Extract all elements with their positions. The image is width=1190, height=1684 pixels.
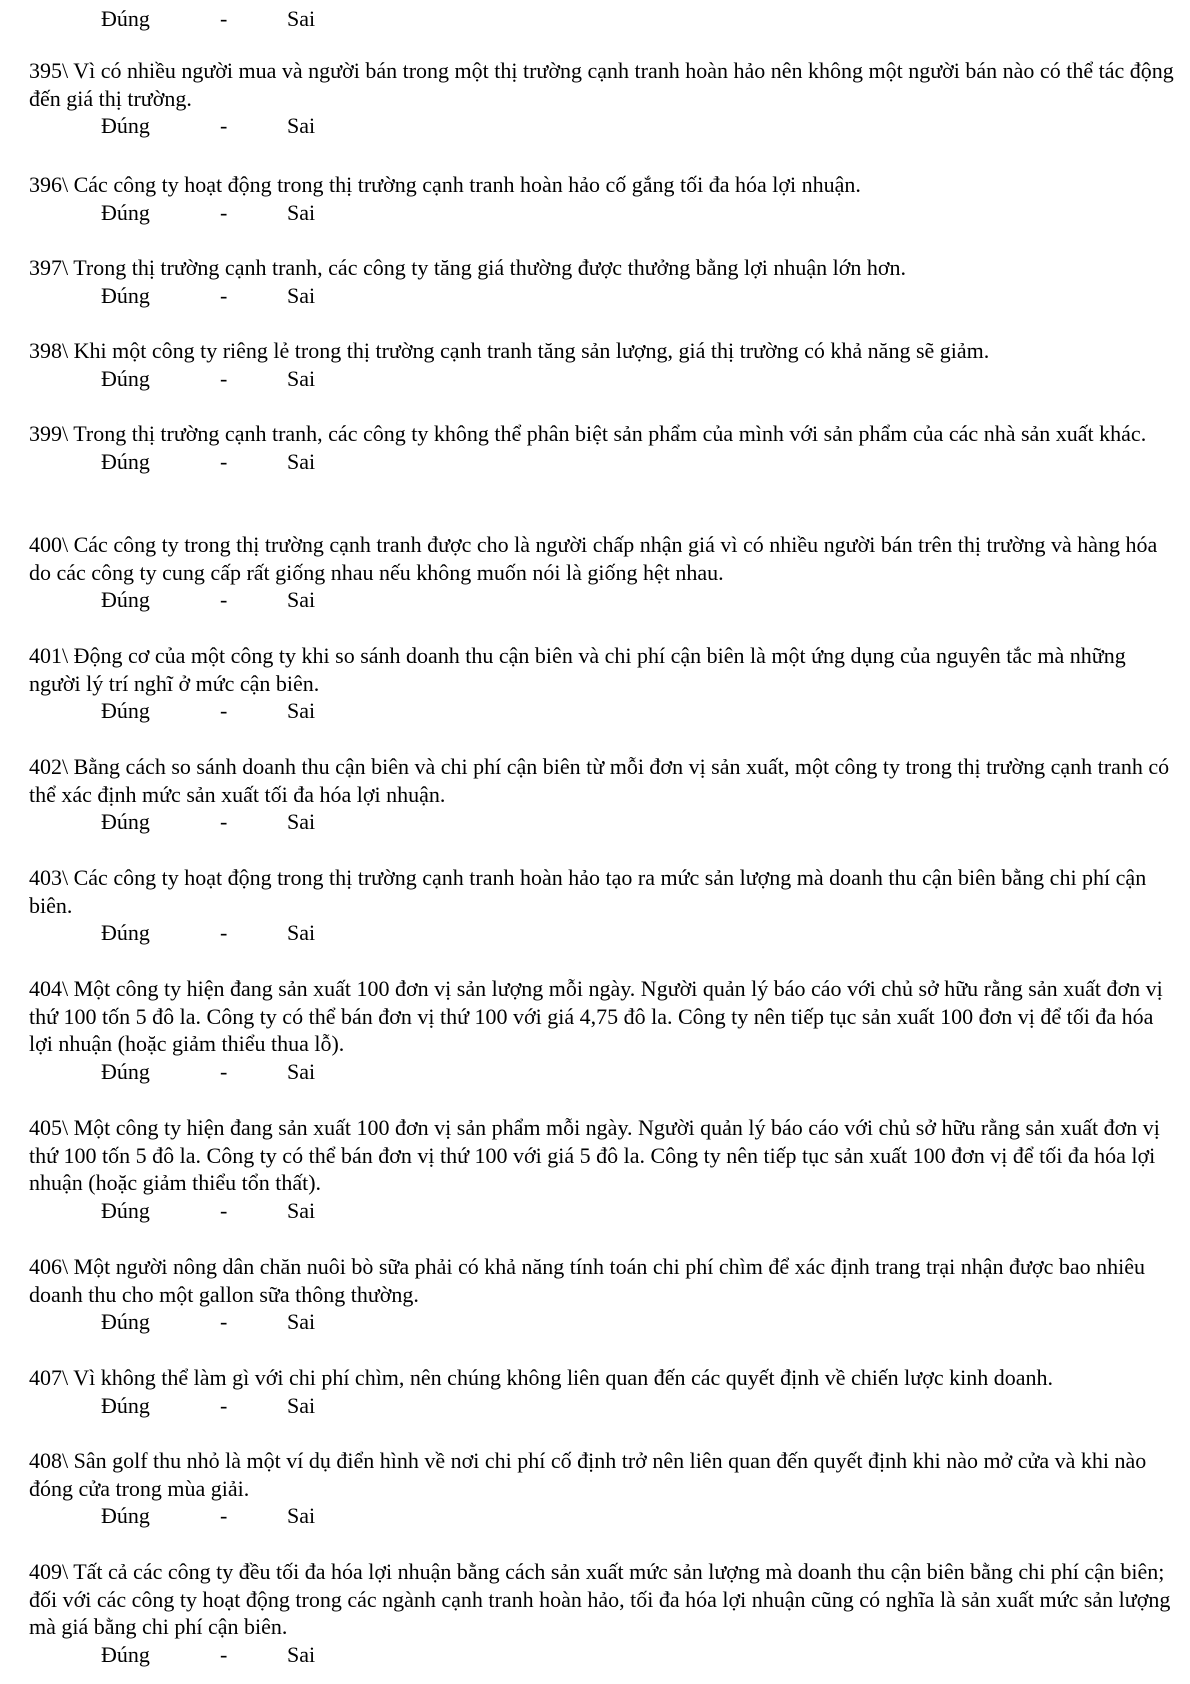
answer-row (29, 586, 1179, 614)
answer-separator: - (220, 448, 228, 474)
answer-false: Sai (287, 199, 316, 225)
question-block (29, 1114, 1179, 1224)
answer-true: Đúng (101, 113, 150, 138)
question-text: 407\ Vì không thể làm gì với chi phí chìm, nên chúng không liên quan đến các quyết định về chiến lược kinh doanh. (29, 1365, 1053, 1390)
answer-true: Đúng (101, 199, 150, 225)
answer-false: Sai (287, 113, 316, 138)
question-text: 397\ Trong thị trường cạnh tranh, các công ty tăng giá thường được thưởng bằng lợi nhuận lớn hơn. (29, 255, 907, 280)
answer-false: Sai (287, 1641, 316, 1667)
answer-row (29, 1502, 1179, 1530)
question-block (29, 864, 1179, 947)
answer-false: Sai (287, 448, 316, 474)
question-block (29, 57, 1179, 140)
question-block (29, 1447, 1179, 1530)
answer-separator: - (220, 1058, 228, 1084)
answer-row (29, 808, 1179, 836)
answer-row (29, 282, 1179, 310)
answer-separator: - (220, 809, 228, 834)
answer-separator: - (220, 365, 228, 391)
answer-separator: - (220, 1197, 228, 1223)
question-text: 405\ Một công ty hiện đang sản xuất 100 đơn vị sản phẩm mỗi ngày. Người quản lý báo cáo với chủ sở hữu rằng sản xuất đơn vị thứ 100 tốn 5 đô la. Công ty có thể bán đơn vị thứ 100 với giá 5 đô la. Công ty nên tiếp tục sản xuất 100 đơn vị để tối đa hóa lợi nhuận (hoặc giảm thiểu tổn thất). (29, 1115, 1160, 1195)
answer-separator: - (220, 199, 228, 225)
answer-row (29, 697, 1179, 725)
answer-row (29, 199, 1179, 227)
question-text: 399\ Trong thị trường cạnh tranh, các công ty không thể phân biệt sản phẩm của mình với sản phẩm của các nhà sản xuất khác. (29, 421, 1147, 446)
answer-false: Sai (287, 1392, 316, 1418)
answer-false: Sai (287, 809, 316, 834)
question-text: 403\ Các công ty hoạt động trong thị trường cạnh tranh hoàn hảo tạo ra mức sản lượng mà doanh thu cận biên bằng chi phí cận biên. (29, 865, 1147, 918)
answer-true: Đúng (101, 809, 150, 834)
answer-separator: - (220, 6, 228, 31)
answer-separator: - (220, 1309, 228, 1334)
answer-row (29, 1392, 1179, 1420)
answer-separator: - (220, 1392, 228, 1418)
answer-row (29, 919, 1179, 947)
answer-separator: - (220, 920, 228, 945)
answer-true: Đúng (101, 1641, 150, 1667)
answer-separator: - (220, 113, 228, 138)
answer-true: Đúng (101, 1197, 150, 1223)
answer-row (29, 5, 1179, 33)
question-text: 401\ Động cơ của một công ty khi so sánh doanh thu cận biên và chi phí cận biên là một ứng dụng của nguyên tắc mà những người lý trí nghĩ ở mức cận biên. (29, 643, 1126, 696)
answer-false: Sai (287, 1309, 316, 1334)
answer-false: Sai (287, 282, 316, 308)
question-block (29, 642, 1179, 725)
answer-row (29, 448, 1179, 476)
answer-separator: - (220, 1641, 228, 1667)
answer-true: Đúng (101, 448, 150, 474)
question-block (29, 1253, 1179, 1336)
answer-separator: - (220, 282, 228, 308)
answer-false: Sai (287, 365, 316, 391)
answer-false: Sai (287, 587, 316, 612)
answer-false: Sai (287, 1197, 316, 1223)
question-block (29, 1558, 1179, 1668)
answer-false: Sai (287, 698, 316, 723)
answer-separator: - (220, 698, 228, 723)
question-text: 408\ Sân golf thu nhỏ là một ví dụ điển hình về nơi chi phí cố định trở nên liên quan đến quyết định khi nào mở cửa và khi nào đóng cửa trong mùa giải. (29, 1448, 1147, 1501)
answer-true: Đúng (101, 282, 150, 308)
question-text: 395\ Vì có nhiều người mua và người bán trong một thị trường cạnh tranh hoàn hảo nên không một người bán nào có thể tác động đến giá thị trường. (29, 58, 1174, 111)
question-block (29, 975, 1179, 1085)
answer-separator: - (220, 587, 228, 612)
answer-false: Sai (287, 1503, 316, 1528)
answer-false: Sai (287, 920, 316, 945)
answer-true: Đúng (101, 365, 150, 391)
answer-false: Sai (287, 1058, 316, 1084)
question-block (29, 1364, 1179, 1419)
question-text: 404\ Một công ty hiện đang sản xuất 100 đơn vị sản lượng mỗi ngày. Người quản lý báo cáo với chủ sở hữu rằng sản xuất đơn vị thứ 100 tốn 5 đô la. Công ty có thể bán đơn vị thứ 100 với giá 4,75 đô la. Công ty nên tiếp tục sản xuất 100 đơn vị để tối đa hóa lợi nhuận (hoặc giảm thiểu thua lỗ). (29, 976, 1163, 1056)
answer-row (29, 1058, 1179, 1086)
answer-row (29, 1197, 1179, 1225)
answer-row (29, 1641, 1179, 1669)
answer-true: Đúng (101, 920, 150, 945)
question-text: 409\ Tất cả các công ty đều tối đa hóa lợi nhuận bằng cách sản xuất mức sản lượng mà doanh thu cận biên bằng chi phí cận biên; đối với các công ty hoạt động trong các ngành cạnh tranh hoàn hảo, tối đa hóa lợi nhuận cũng có nghĩa là sản xuất mức sản lượng mà giá bằng chi phí cận biên. (29, 1559, 1171, 1639)
question-block (29, 337, 1179, 392)
question-block (29, 171, 1179, 226)
question-block (29, 531, 1179, 614)
answer-true: Đúng (101, 698, 150, 723)
answer-row (29, 1308, 1179, 1336)
question-text: 396\ Các công ty hoạt động trong thị trường cạnh tranh hoàn hảo cố gắng tối đa hóa lợi nhuận. (29, 172, 861, 197)
question-text: 406\ Một người nông dân chăn nuôi bò sữa phải có khả năng tính toán chi phí chìm để xác định trang trại nhận được bao nhiêu doanh thu cho một gallon sữa thông thường. (29, 1254, 1146, 1307)
answer-true: Đúng (101, 6, 150, 31)
answer-true: Đúng (101, 1058, 150, 1084)
question-block (29, 5, 1179, 33)
answer-separator: - (220, 1503, 228, 1528)
answer-row (29, 112, 1179, 140)
question-block (29, 753, 1179, 836)
answer-true: Đúng (101, 587, 150, 612)
answer-true: Đúng (101, 1309, 150, 1334)
answer-false: Sai (287, 6, 316, 31)
question-text: 398\ Khi một công ty riêng lẻ trong thị trường cạnh tranh tăng sản lượng, giá thị trường có khả năng sẽ giảm. (29, 338, 990, 363)
answer-true: Đúng (101, 1392, 150, 1418)
question-text: 402\ Bằng cách so sánh doanh thu cận biên và chi phí cận biên từ mỗi đơn vị sản xuất, một công ty trong thị trường cạnh tranh có thể xác định mức sản xuất tối đa hóa lợi nhuận. (29, 754, 1170, 807)
answer-true: Đúng (101, 1503, 150, 1528)
question-block (29, 254, 1179, 309)
question-text: 400\ Các công ty trong thị trường cạnh tranh được cho là người chấp nhận giá vì có nhiều người bán trên thị trường và hàng hóa do các công ty cung cấp rất giống nhau nếu không muốn nói là giống hệt nhau. (29, 532, 1158, 585)
question-block (29, 420, 1179, 475)
answer-row (29, 365, 1179, 393)
